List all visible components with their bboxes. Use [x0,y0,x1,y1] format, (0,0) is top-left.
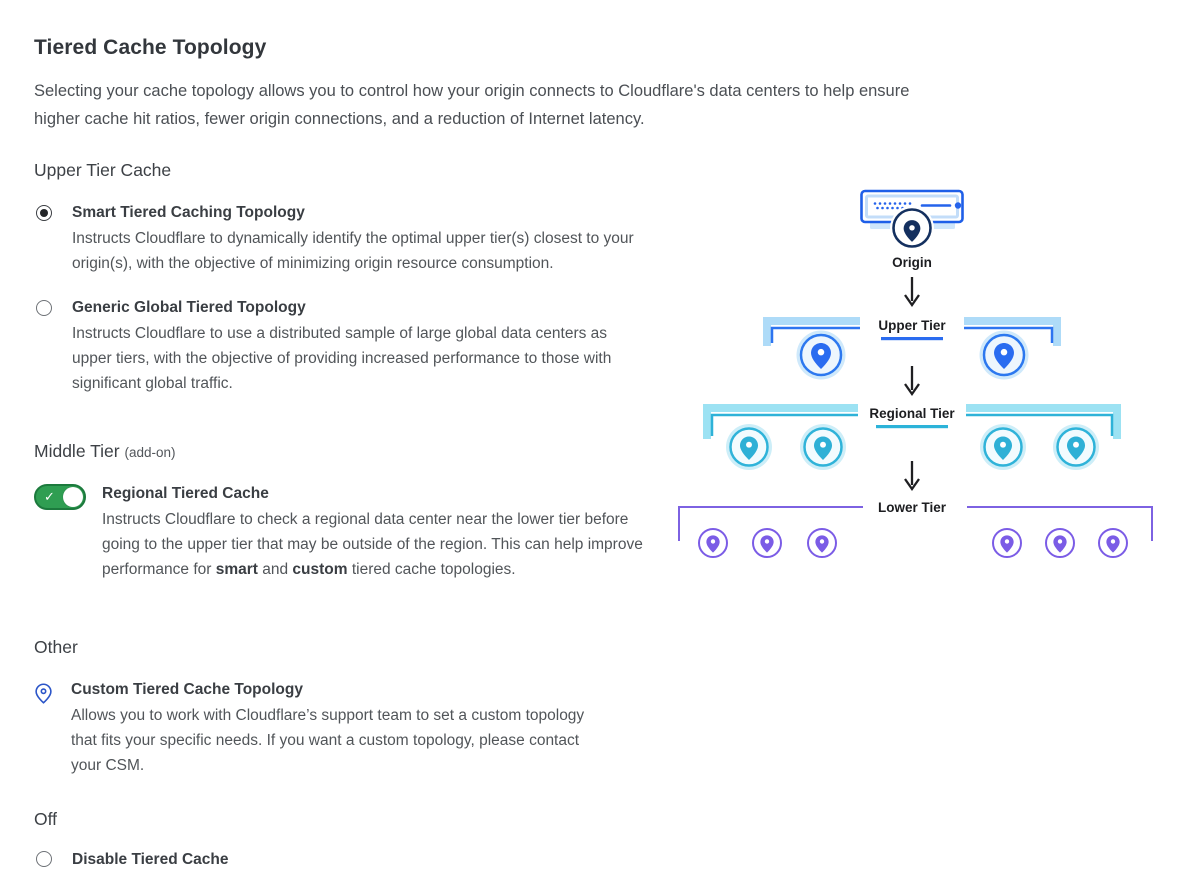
option-disable-tiered-cache[interactable] [34,848,1154,873]
option-description: Instructs Cloudflare to check a regional data center near the lower tier before going to the upper tier that may be outside of the region. This can help improve performance for smart and custom tiered cache topologies. [102,511,643,578]
option-title: Regional Tiered Cache [102,485,269,502]
arrow-down-icon [905,277,919,305]
radio-disable-tiered-cache[interactable] [36,851,52,867]
origin-label: Origin [892,255,932,270]
arrow-down-icon [905,461,919,489]
section-heading-other: Other [34,637,78,657]
section-heading-middle-tier: Middle Tier (add-on) [34,441,176,461]
option-description: Allows you to work with Cloudflare’s support team to set a custom topology that fits your specific needs. If you want a custom topology, please contact your CSM. [71,707,585,774]
datacenter-pin-icon [699,529,727,557]
datacenter-pin-icon [980,424,1026,470]
option-title: Custom Tiered Cache Topology [71,681,303,698]
origin-pin-badge [890,206,934,250]
datacenter-pin-icon [1046,529,1074,557]
radio-smart-tiered-caching[interactable] [36,205,52,221]
checkmark-icon: ✓ [44,488,55,504]
option-title: Generic Global Tiered Topology [72,299,306,316]
option-description: Instructs Cloudflare to use a distributed sample of large global data centers as upper tiers, with the objective of providing increased performance to those with significant global traffic. [72,325,612,392]
section-heading-upper-tier-cache: Upper Tier Cache [34,160,172,180]
datacenter-pin-icon [993,529,1021,557]
lower-tier-label: Lower Tier [877,500,947,515]
regional-tier-underline [876,425,948,428]
upper-tier-label: Upper Tier [878,318,946,333]
datacenter-pin-icon [808,529,836,557]
regional-tier-label: Regional Tier [869,406,955,421]
radio-generic-global-tiered[interactable] [36,300,52,316]
datacenter-pin-icon [797,331,846,380]
datacenter-pin-icon [726,424,772,470]
tiered-cache-topology-diagram [660,175,1180,575]
option-title: Disable Tiered Cache [72,851,229,868]
toggle-knob[interactable] [63,487,83,507]
lower-tier-pins [699,529,1127,557]
page-title: Tiered Cache Topology [34,36,267,59]
datacenter-pin-icon [1099,529,1127,557]
add-on-suffix: (add-on) [124,445,176,460]
datacenter-pin-icon [753,529,781,557]
datacenter-pin-icon [800,424,846,470]
upper-tier-underline [881,337,943,340]
datacenter-pin-icon [1053,424,1099,470]
page-description: Selecting your cache topology allows you to control how your origin connects to Cloudflare's data centers to help ensure higher cache hit ratios, fewer origin connections, and a reduction of Internet latency. [34,82,910,128]
datacenter-pin-icon [980,331,1029,380]
location-pin-icon [35,683,52,704]
option-custom-tiered-cache[interactable] [34,679,1154,778]
section-heading-off: Off [34,809,58,829]
regional-tiered-cache-toggle[interactable] [34,484,86,510]
arrow-down-icon [905,366,919,394]
option-description: Instructs Cloudflare to dynamically identify the optimal upper tier(s) closest to your origin(s), with the objective of minimizing origin resource consumption. [72,230,634,272]
option-title: Smart Tiered Caching Topology [72,204,305,221]
